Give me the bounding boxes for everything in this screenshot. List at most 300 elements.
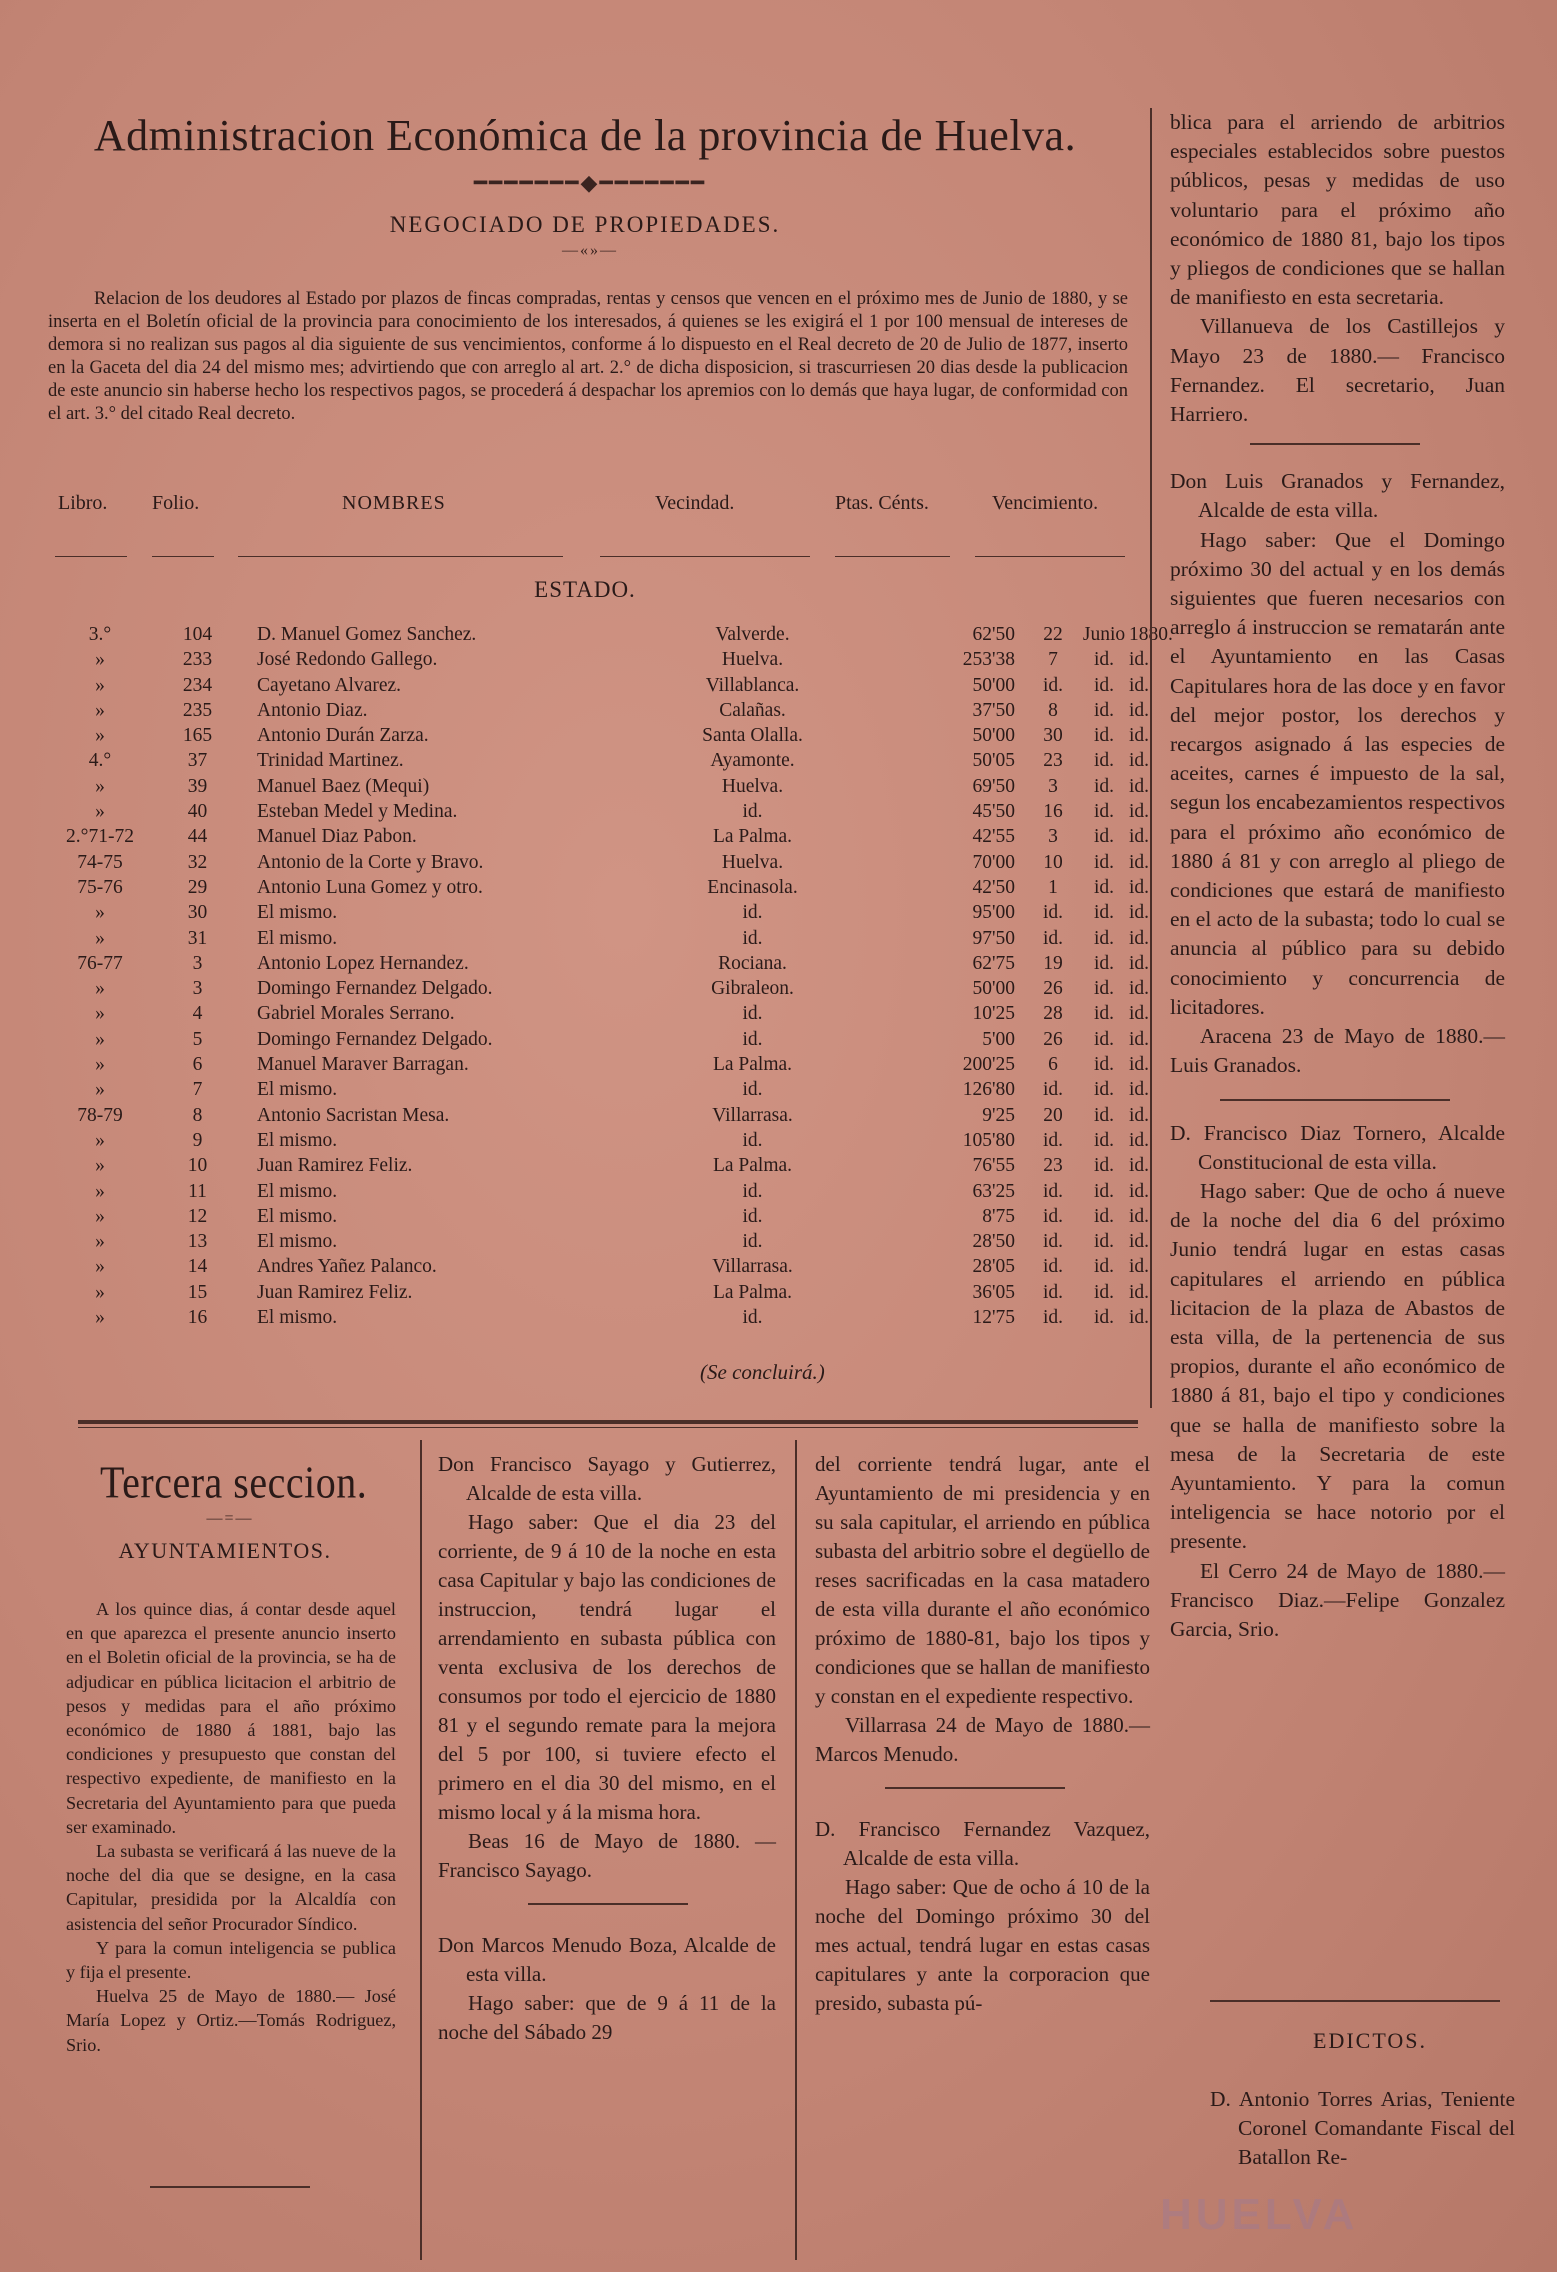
row-month: id.	[1093, 775, 1115, 797]
table-row	[50, 1179, 1189, 1204]
row-ptas: 50'00	[972, 978, 1015, 1000]
row-folio: 44	[187, 826, 208, 848]
row-libro: »	[95, 1205, 105, 1227]
row-folio: 11	[188, 1180, 207, 1202]
villanueva-signature: Villanueva de los Castillejos y Mayo 23 de 1880.— Francisco Fernandez. El secretario, Juan Harriero.	[1170, 314, 1505, 427]
row-day: 3	[1048, 826, 1058, 848]
row-nombre: Domingo Fernandez Delgado.	[257, 1028, 493, 1050]
row-folio: 104	[182, 624, 213, 645]
row-ptas: 62'50	[972, 624, 1015, 645]
header-ptas: Ptas. Cénts.	[835, 492, 929, 514]
torres-heading-text: D. Antonio Torres Arias, Teniente Coronel Comandante Fiscal del Batallon Re-	[1210, 2087, 1515, 2170]
row-month: id.	[1093, 1104, 1115, 1126]
table-row	[50, 850, 1189, 875]
villarrasa-signature: Villarrasa 24 de Mayo de 1880.— Marcos Menudo.	[815, 1713, 1150, 1766]
row-libro: 3.°	[88, 624, 112, 645]
row-folio: 31	[187, 927, 208, 949]
table-row	[50, 1103, 1189, 1128]
archive-watermark: HUELVA	[1160, 2190, 1359, 2239]
section-estado: ESTADO.	[534, 577, 636, 602]
row-vecindad: La Palma.	[712, 1155, 793, 1177]
row-libro: »	[95, 1155, 105, 1177]
row-vecindad: Gibraleon.	[711, 978, 794, 1000]
header-underline	[152, 556, 214, 557]
row-month: id.	[1093, 1205, 1115, 1227]
row-nombre: El mismo.	[257, 1079, 338, 1101]
row-folio: 15	[187, 1281, 208, 1303]
row-year: id.	[1129, 876, 1150, 898]
table-row	[50, 1077, 1189, 1102]
row-vecindad: Rociana.	[718, 952, 787, 974]
row-ptas: 63'25	[972, 1180, 1015, 1202]
row-ptas: 9'25	[982, 1104, 1015, 1126]
tercera-seccion-title: Tercera seccion.	[100, 1456, 368, 1508]
row-ptas: 95'00	[972, 902, 1015, 924]
table-row	[50, 622, 1189, 647]
row-nombre: Manuel Maraver Barragan.	[257, 1054, 469, 1076]
row-year: id.	[1129, 952, 1150, 974]
separator	[885, 1787, 1065, 1789]
row-folio: 8	[192, 1104, 203, 1126]
subhead-ornament: —«»—	[562, 242, 618, 259]
table-row	[50, 1204, 1189, 1229]
row-nombre: El mismo.	[257, 927, 338, 949]
table-row	[50, 1280, 1189, 1305]
row-vecindad: Huelva.	[721, 775, 784, 797]
row-day: 3	[1048, 775, 1058, 797]
row-folio: 12	[187, 1205, 208, 1227]
row-ptas: 28'50	[972, 1231, 1015, 1253]
row-nombre: D. Manuel Gomez Sanchez.	[257, 624, 477, 645]
row-vecindad: Huelva.	[721, 649, 784, 671]
table-row	[50, 976, 1189, 1001]
row-folio: 165	[182, 725, 213, 747]
to-be-continued: (Se concluirá.)	[700, 1360, 825, 1384]
row-month: id.	[1093, 750, 1115, 772]
row-vecindad: id.	[742, 1129, 763, 1151]
row-month: id.	[1093, 851, 1115, 873]
row-year: id.	[1129, 1205, 1150, 1227]
row-month: id.	[1093, 649, 1115, 671]
row-libro: 2.°71-72	[66, 826, 134, 848]
small-ornament: —=—	[206, 1510, 254, 1527]
table-row	[50, 824, 1189, 849]
table-row	[50, 1128, 1189, 1153]
row-year: id.	[1129, 674, 1150, 696]
row-folio: 3	[192, 978, 203, 1000]
row-nombre: Juan Ramirez Feliz.	[257, 1281, 413, 1303]
row-vecindad: id.	[742, 1003, 763, 1025]
villarrasa-heading: Don Marcos Menudo Boza, Alcalde de esta villa.	[438, 1933, 776, 1986]
table-row	[50, 1254, 1189, 1279]
row-libro: »	[95, 1129, 105, 1151]
row-ptas: 253'38	[962, 649, 1015, 671]
row-nombre: El mismo.	[257, 902, 338, 924]
table-row	[50, 1305, 1189, 1330]
header-vencimiento: Vencimiento.	[992, 492, 1099, 514]
huelva-notice	[66, 1597, 396, 2057]
row-day: 28	[1043, 1003, 1063, 1025]
row-libro: »	[95, 927, 105, 949]
row-year: id.	[1129, 1231, 1150, 1253]
edictos-heading: EDICTOS.	[1313, 2028, 1427, 2053]
huelva-paragraph-3: Y para la comun inteligencia se publica y fija el presente.	[66, 1937, 396, 1983]
row-day: id.	[1042, 674, 1064, 696]
row-month: id.	[1093, 952, 1115, 974]
row-vecindad: Villarrasa.	[712, 1104, 793, 1126]
row-libro: »	[95, 1079, 105, 1101]
row-month: id.	[1093, 674, 1115, 696]
row-vecindad: La Palma.	[712, 1054, 793, 1076]
torres-heading	[1210, 2085, 1515, 2173]
row-nombre: Domingo Fernandez Delgado.	[257, 978, 493, 1000]
row-day: id.	[1042, 1281, 1064, 1303]
row-month: id.	[1093, 1180, 1115, 1202]
row-ptas: 36'05	[972, 1281, 1015, 1303]
table-row	[50, 774, 1189, 799]
beas-column	[438, 1450, 776, 2047]
row-year: id.	[1129, 978, 1150, 1000]
row-day: id.	[1042, 1180, 1064, 1202]
row-year: id.	[1129, 1256, 1150, 1278]
row-month: id.	[1093, 1307, 1115, 1329]
row-ptas: 50'00	[972, 725, 1015, 747]
row-folio: 30	[187, 902, 208, 924]
row-year: id.	[1129, 826, 1150, 848]
row-month: id.	[1093, 1231, 1115, 1253]
row-libro: »	[95, 801, 105, 823]
row-month: id.	[1093, 1028, 1115, 1050]
row-nombre: José Redondo Gallego.	[257, 649, 438, 671]
row-ptas: 8'75	[982, 1205, 1015, 1227]
header-libro: Libro.	[58, 492, 108, 514]
row-year: id.	[1129, 1003, 1150, 1025]
separator	[1220, 1099, 1450, 1101]
row-folio: 3	[192, 952, 203, 974]
row-libro: 4.°	[88, 750, 112, 772]
header-folio: Folio.	[152, 492, 200, 514]
cerro-heading: D. Francisco Diaz Tornero, Alcalde Constitucional de esta villa.	[1170, 1120, 1505, 1174]
header-underline	[835, 556, 950, 557]
vazquez-notice: Hago saber: Que de ocho á 10 de la noche del Domingo próximo 30 del mes actual, tendrá lugar en estas casas capitulares y ante la corporacion que presido, subasta pú-	[815, 1875, 1150, 2015]
row-day: 8	[1048, 699, 1058, 721]
table-row	[50, 951, 1189, 976]
row-year: id.	[1129, 902, 1150, 924]
header-vecindad: Vecindad.	[655, 492, 735, 514]
row-libro: »	[95, 1028, 105, 1050]
row-year: id.	[1129, 1054, 1150, 1076]
row-folio: 16	[187, 1307, 208, 1329]
row-vecindad: id.	[742, 1180, 763, 1202]
row-year: id.	[1129, 801, 1150, 823]
row-ptas: 5'00	[982, 1028, 1015, 1050]
villanueva-notice: blica para el arriendo de arbitrios especiales establecidos sobre puestos públicos, pesas y medidas de uso voluntario para el próximo año económico de 1880 81, bajo los tipos y pliegos de condiciones que se hallan de manifiesto en esta secretaria.	[1170, 110, 1505, 310]
row-day: id.	[1042, 1231, 1064, 1253]
row-day: 16	[1043, 801, 1063, 823]
row-day: id.	[1042, 1079, 1064, 1101]
row-vecindad: id.	[742, 1028, 763, 1050]
row-ptas: 42'50	[972, 876, 1015, 898]
table-row	[50, 748, 1189, 773]
cerro-signature: El Cerro 24 de Mayo de 1880.—Francisco Diaz.—Felipe Gonzalez Garcia, Srio.	[1170, 1558, 1505, 1641]
row-nombre: Cayetano Alvarez.	[257, 674, 402, 696]
row-ptas: 37'50	[972, 699, 1015, 721]
row-libro: »	[95, 725, 105, 747]
row-libro: »	[95, 674, 105, 696]
row-ptas: 126'80	[962, 1079, 1015, 1101]
row-day: 10	[1043, 851, 1063, 873]
row-nombre: Antonio Durán Zarza.	[257, 725, 429, 747]
row-year: id.	[1129, 1281, 1150, 1303]
row-folio: 5	[192, 1028, 203, 1050]
row-nombre: Manuel Diaz Pabon.	[257, 826, 417, 848]
row-libro: »	[95, 1003, 105, 1025]
separator	[528, 1903, 688, 1905]
row-nombre: Esteban Medel y Medina.	[257, 801, 458, 823]
row-day: id.	[1042, 902, 1064, 924]
row-nombre: El mismo.	[257, 1180, 338, 1202]
row-day: 23	[1043, 750, 1063, 772]
row-vecindad: La Palma.	[712, 826, 793, 848]
row-year: id.	[1129, 927, 1150, 949]
table-row	[50, 673, 1189, 698]
row-ptas: 69'50	[972, 775, 1015, 797]
row-vecindad: id.	[742, 927, 763, 949]
row-month: id.	[1093, 902, 1115, 924]
row-day: id.	[1042, 1307, 1064, 1329]
vazquez-heading: D. Francisco Fernandez Vazquez, Alcalde de esta villa.	[815, 1817, 1150, 1870]
row-ptas: 76'55	[972, 1155, 1015, 1177]
row-month: id.	[1093, 927, 1115, 949]
beas-heading: Don Francisco Sayago y Gutierrez, Alcalde de esta villa.	[438, 1452, 776, 1505]
row-month: id.	[1093, 1155, 1115, 1177]
row-vecindad: id.	[742, 902, 763, 924]
row-year: id.	[1129, 1104, 1150, 1126]
row-month: id.	[1093, 1079, 1115, 1101]
row-nombre: Antonio Sacristan Mesa.	[257, 1104, 450, 1126]
row-month: id.	[1093, 699, 1115, 721]
row-libro: »	[95, 1231, 105, 1253]
row-ptas: 70'00	[972, 851, 1015, 873]
aracena-signature: Aracena 23 de Mayo de 1880.—Luis Granados.	[1170, 1024, 1505, 1078]
row-folio: 9	[192, 1129, 203, 1151]
header-nombres: NOMBRES	[342, 492, 446, 514]
row-libro: »	[95, 902, 105, 924]
row-year: id.	[1129, 649, 1150, 671]
row-day: id.	[1042, 1205, 1064, 1227]
huelva-paragraph-2: La subasta se verificará á las nueve de la noche del dia que se designe, en la casa Capitular, presidida por la Alcaldía con asistencia del señor Procurador Síndico.	[66, 1841, 396, 1934]
row-day: 7	[1048, 649, 1058, 671]
row-libro: »	[95, 1054, 105, 1076]
row-day: 19	[1043, 952, 1063, 974]
row-month: id.	[1093, 876, 1115, 898]
row-ptas: 28'05	[972, 1256, 1015, 1278]
row-folio: 7	[192, 1079, 203, 1101]
row-libro: »	[95, 1180, 105, 1202]
row-vecindad: id.	[742, 1079, 763, 1101]
row-vecindad: Ayamonte.	[710, 750, 795, 772]
row-libro: »	[95, 978, 105, 1000]
row-day: 1	[1048, 876, 1058, 898]
cerro-notice: Hago saber: Que de ocho á nueve de la noche del dia 6 del próximo Junio tendrá lugar en estas casas capitulares el arriendo en pública licitacion de la plaza de Abastos de esta villa, de la pertenencia de sus propios, durante el año económico de 1880 á 81, bajo el tipo y condiciones que se halla de manifiesto sobre la mesa de la Secretaria de este Ayuntamiento. Y para la comun inteligencia se hace notorio por el presente.	[1170, 1178, 1505, 1554]
row-day: 26	[1043, 978, 1063, 1000]
row-day: 26	[1043, 1028, 1063, 1050]
row-month: id.	[1093, 1054, 1115, 1076]
table-row	[50, 723, 1189, 748]
table-row	[50, 1001, 1189, 1026]
row-nombre: Manuel Baez (Mequi)	[257, 775, 430, 797]
row-nombre: El mismo.	[257, 1129, 338, 1151]
row-libro: 76-77	[77, 952, 123, 974]
row-day: id.	[1042, 1129, 1064, 1151]
row-month: Junio	[1082, 624, 1126, 645]
row-ptas: 42'55	[972, 826, 1015, 848]
header-underline	[975, 556, 1125, 557]
row-year: id.	[1129, 1307, 1150, 1329]
row-month: id.	[1093, 725, 1115, 747]
header-underline	[238, 556, 563, 557]
row-ptas: 50'05	[972, 750, 1015, 772]
row-day: 22	[1043, 624, 1063, 645]
section-rule-thin	[78, 1427, 1138, 1428]
row-vecindad: Calañas.	[719, 699, 786, 721]
row-year: id.	[1129, 750, 1150, 772]
row-nombre: Trinidad Martinez.	[257, 750, 404, 772]
row-folio: 13	[187, 1231, 208, 1253]
row-folio: 29	[187, 876, 208, 898]
row-ptas: 105'80	[962, 1129, 1015, 1151]
row-ptas: 10'25	[972, 1003, 1015, 1025]
row-libro: 75-76	[77, 876, 123, 898]
row-year: id.	[1129, 725, 1150, 747]
table-row	[50, 1153, 1189, 1178]
row-folio: 37	[187, 750, 208, 772]
row-libro: »	[95, 1256, 105, 1278]
row-year: id.	[1129, 1129, 1150, 1151]
table-row	[50, 1052, 1189, 1077]
row-nombre: Antonio de la Corte y Bravo.	[257, 851, 484, 873]
row-vecindad: Valverde.	[715, 624, 790, 645]
row-year: id.	[1129, 851, 1150, 873]
row-nombre: Juan Ramirez Feliz.	[257, 1155, 413, 1177]
villarrasa-column	[815, 1450, 1150, 2018]
row-nombre: Antonio Lopez Hernandez.	[257, 952, 469, 974]
row-vecindad: Santa Olalla.	[702, 725, 803, 747]
row-vecindad: Huelva.	[721, 851, 784, 873]
table-row	[50, 698, 1189, 723]
row-ptas: 45'50	[972, 801, 1015, 823]
page-title: Administracion Económica de la provincia de Huelva.	[93, 111, 1077, 160]
aracena-notice: Hago saber: Que el Domingo próximo 30 del actual y en los demás siguientes que fueren necesarios con arreglo á instruccion se rematarán ante el Ayuntamiento en las Casas Capitulares hora de las doce y en favor del mejor postor, los derechos y recargos asignado á las especies de aceites, carnes é impuesto de la sal, segun los encabezamientos respectivos para el próximo año económico de 1880 á 81 y con arreglo al pliego de condiciones que estará de manifiesto en el acto de la subasta; todo lo cual se anuncia al público para su debido conocimiento y concurrencia de licitadores.	[1170, 527, 1505, 1019]
row-vecindad: Villarrasa.	[712, 1256, 793, 1278]
row-folio: 235	[182, 699, 213, 721]
row-year: 1880.	[1129, 624, 1173, 645]
row-ptas: 50'00	[972, 674, 1015, 696]
huelva-signature: Huelva 25 de Mayo de 1880.— José María Lopez y Ortiz.—Tomás Rodriguez, Srio.	[66, 1986, 396, 2055]
column-divider	[420, 1440, 422, 2260]
row-day: 20	[1043, 1104, 1063, 1126]
column-divider	[1150, 108, 1152, 1408]
row-libro: »	[95, 649, 105, 671]
row-folio: 4	[192, 1003, 203, 1025]
row-ptas: 12'75	[972, 1307, 1015, 1329]
title-ornament: ━━━━━━━◆━━━━━━━	[473, 170, 707, 195]
row-year: id.	[1129, 1028, 1150, 1050]
row-folio: 40	[187, 801, 208, 823]
row-vecindad: id.	[742, 1307, 763, 1329]
department-heading: NEGOCIADO DE PROPIEDADES.	[389, 212, 781, 237]
row-folio: 32	[187, 851, 208, 873]
row-day: 6	[1048, 1054, 1058, 1076]
table-row	[50, 799, 1189, 824]
row-year: id.	[1129, 1155, 1150, 1177]
row-ptas: 200'25	[962, 1054, 1015, 1076]
header-underline	[600, 556, 810, 557]
row-day: 23	[1043, 1155, 1063, 1177]
debtors-table	[50, 622, 1189, 1330]
beas-notice: Hago saber: Que el dia 23 del corriente, de 9 á 10 de la noche en esta casa Capitular y bajo las condiciones de instruccion, tendrá lugar el arrendamiento en subasta pública con venta exclusiva de los derechos de consumos por todo el ejercicio de 1880 81 y el segundo remate para la mejora del 5 por 100, si tuviere efecto el primero en el dia 30 del mismo, en el mismo local y á la misma hora.	[438, 1510, 776, 1824]
row-year: id.	[1129, 1079, 1150, 1101]
column-divider	[795, 1440, 797, 2260]
aracena-heading: Don Luis Granados y Fernandez, Alcalde de esta villa.	[1170, 469, 1505, 523]
row-nombre: El mismo.	[257, 1205, 338, 1227]
row-month: id.	[1093, 978, 1115, 1000]
row-month: id.	[1093, 1003, 1115, 1025]
table-row	[50, 1027, 1189, 1052]
separator	[150, 2186, 310, 2188]
row-year: id.	[1129, 775, 1150, 797]
table-row	[50, 926, 1189, 951]
row-libro: »	[95, 699, 105, 721]
row-folio: 10	[187, 1155, 208, 1177]
row-folio: 6	[192, 1054, 203, 1076]
villarrasa-notice-start: Hago saber: que de 9 á 11 de la noche del Sábado 29	[438, 1991, 776, 2044]
row-libro: »	[95, 775, 105, 797]
row-nombre: El mismo.	[257, 1307, 338, 1329]
row-year: id.	[1129, 1180, 1150, 1202]
row-month: id.	[1093, 1256, 1115, 1278]
row-vecindad: Encinasola.	[707, 876, 798, 898]
row-libro: 74-75	[77, 851, 123, 873]
row-month: id.	[1093, 1129, 1115, 1151]
row-folio: 39	[187, 775, 208, 797]
row-ptas: 62'75	[972, 952, 1015, 974]
intro-paragraph: Relacion de los deudores al Estado por plazos de fincas compradas, rentas y censos que vencen en el próximo mes de Junio de 1880, y se inserta en el Boletín oficial de la provincia para conocimiento de los interesados, á quienes se les exigirá el 1 por 100 mensual de intereses de demora si no realizan sus pagos al dia siguiente de sus vencimientos, conforme á lo dispuesto en el Real decreto de 20 de Julio de 1877, inserto en la Gaceta del dia 24 del mismo mes; advirtiendo que con arreglo al art. 2.° de dicha disposicion, si trascurriesen 20 dias desde la publicacion de este anuncio sin haberse hecho los respectivos pagos, se procederá á despachar los apremios con lo demás que haya lugar, de conformidad con el art. 3.° del citado Real decreto.	[48, 289, 1128, 424]
row-vecindad: id.	[742, 801, 763, 823]
ayuntamientos-heading: AYUNTAMIENTOS.	[118, 1538, 332, 1563]
row-day: id.	[1042, 927, 1064, 949]
row-month: id.	[1093, 801, 1115, 823]
villarrasa-notice-cont: del corriente tendrá lugar, ante el Ayuntamiento de mi presidencia y en su sala capitular, el arriendo en pública subasta del arbitrio sobre el degüello de reses sacrificadas en la casa matadero de esta villa durante el año económico próximo de 1880-81, bajo los tipos y condiciones que se hallan de manifiesto y constan en el expediente respectivo.	[815, 1452, 1150, 1708]
separator	[1210, 2000, 1500, 2002]
row-nombre: Antonio Diaz.	[257, 699, 368, 721]
row-nombre: Gabriel Morales Serrano.	[257, 1003, 455, 1025]
row-folio: 234	[182, 674, 213, 696]
right-column	[1170, 108, 1505, 1644]
row-nombre: El mismo.	[257, 1231, 338, 1253]
row-nombre: Andres Yañez Palanco.	[257, 1256, 437, 1278]
row-month: id.	[1093, 826, 1115, 848]
row-vecindad: id.	[742, 1205, 763, 1227]
table-row	[50, 900, 1189, 925]
row-month: id.	[1093, 1281, 1115, 1303]
table-row	[50, 647, 1189, 672]
row-libro: »	[95, 1307, 105, 1329]
table-row	[50, 1229, 1189, 1254]
table-row	[50, 875, 1189, 900]
separator	[1250, 443, 1420, 445]
row-year: id.	[1129, 699, 1150, 721]
